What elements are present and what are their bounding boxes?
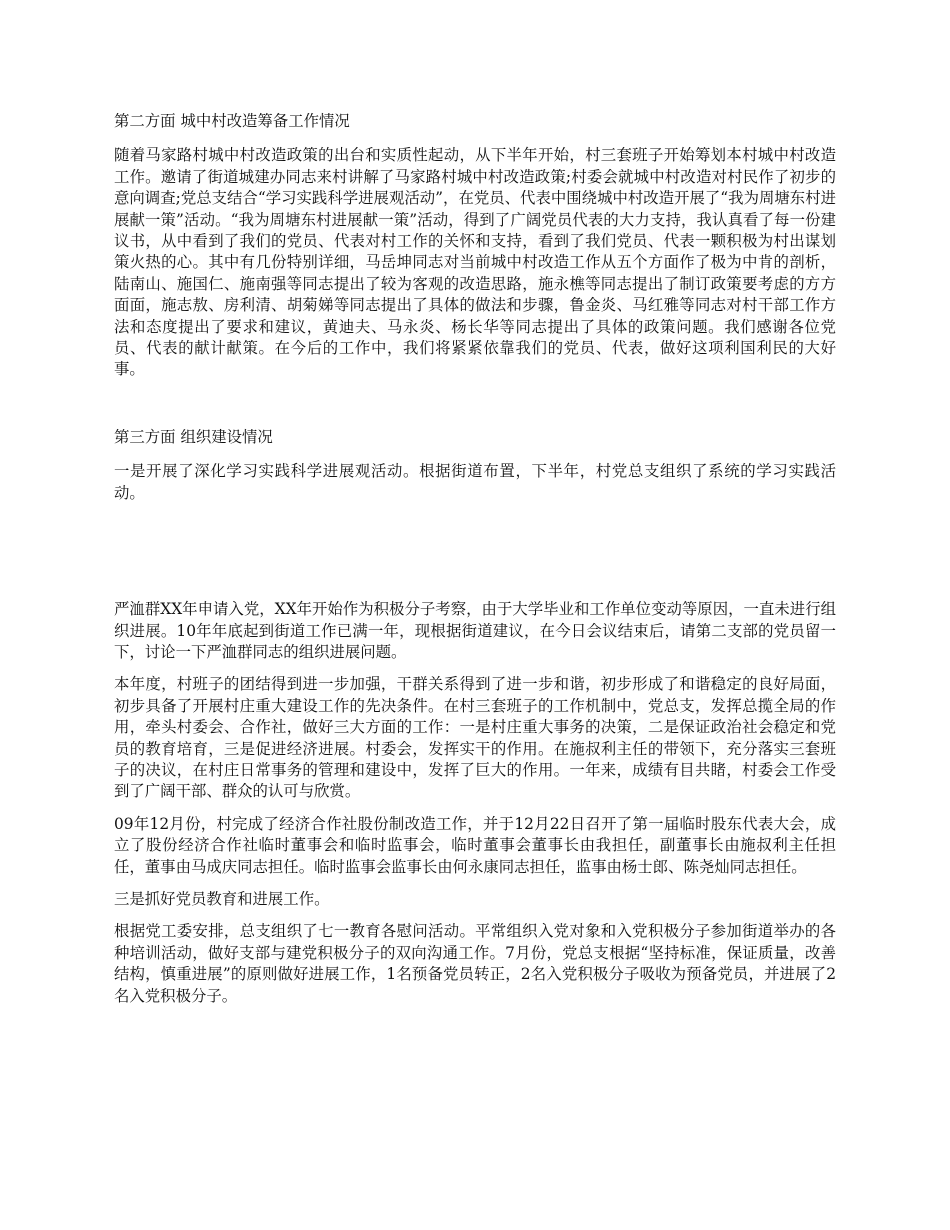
body-paragraph: 严洫群XX年申请入党，XX年开始作为积极分子考察，由于大学毕业和工作单位变动等原因，一直未进行组织进展。10年年底起到街道工作已满一年，现根据街道建议，在今日会议结束后，请第二支部的党员留一下，讨论一下严洫群同志的组织进展问题。	[114, 600, 836, 661]
section-3-heading: 第三方面 组织建设情况	[114, 427, 273, 446]
body-paragraph: 09年12月份，村完成了经济合作社股份制改造工作，并于12月22日召开了第一届临时股东代表大会，成立了股份经济合作社临时董事会和临时监事会，临时董事会董事长由我担任，副董事长由施叔利主任担任，董事由马成庆同志担任。临时监事会监事长由何永康同志担任，监事由杨士郎、陈尧灿同志担任。	[114, 814, 836, 876]
section-3-paragraph: 一是开展了深化学习实践科学进展观活动。根据街道布置，下半年，村党总支组织了系统的学习实践活动。	[114, 462, 836, 502]
document-page	[114, 111, 836, 1018]
blank-spacer	[114, 392, 836, 427]
body-paragraph: 三是抓好党员教育和进展工作。	[114, 889, 330, 908]
body-paragraph: 根据党工委安排，总支组织了七一教育各慰问活动。平常组织入党对象和入党积极分子参加街道举办的各种培训活动，做好支部与建党积极分子的双向沟通工作。7月份，党总支根据“坚持标准，保证质量，改善结构，慎重进展”的原则做好进展工作，1名预备党员转正，2名入党积极分子吸收为预备党员，并进展了2名入党积极分子。	[114, 922, 836, 1005]
section-2-heading: 第二方面 城中村改造筹备工作情况	[114, 112, 350, 130]
blank-spacer	[114, 515, 836, 599]
body-paragraph: 本年度，村班子的团结得到进一步加强，干群关系得到了进一步和谐，初步形成了和谐稳定的良好局面，初步具备了开展村庄重大建设工作的先决条件。在村三套班子的工作机制中，党总支，发挥总揽全局的作用，牵头村委会、合作社，做好三大方面的工作：一是村庄重大事务的决策，二是保证政治社会稳定和党员的教育培育，三是促进经济进展。村委会，发挥实干的作用。在施叔利主任的带领下，充分落实三套班子的决议，在村庄日常事务的管理和建设中，发挥了巨大的作用。一年来，成绩有目共睹，村委会工作受到了广阔干部、群众的认可与欣赏。	[114, 675, 836, 801]
section-2-paragraph: 随着马家路村城中村改造政策的出台和实质性起动，从下半年开始，村三套班子开始筹划本村城中村改造工作。邀请了街道城建办同志来村讲解了马家路村城中村改造政策;村委会就城中村改造对村民作了初步的意向调查;党总支结合“学习实践科学进展观活动”，在党员、代表中围绕城中村改造开展了“我为周塘东村进展献一策”活动。“我为周塘东村进展献一策”活动，得到了广阔党员代表的大力支持，我认真看了每一份建议书，从中看到了我们的党员、代表对村工作的关怀和支持，看到了我们党员、代表一颗积极为村出谋划策火热的心。其中有几份特别详细，马岳坤同志对当前城中村改造工作从五个方面作了极为中肯的剖析，陆南山、施国仁、施南强等同志提出了较为客观的改造思路，施永樵等同志提出了制订政策要考虑的方方面面，施志敖、房利清、胡菊娣等同志提出了具体的做法和步骤，鲁金炎、马红雅等同志对村干部工作方法和态度提出了要求和建议，黄迪夫、马永炎、杨长华等同志提出了具体的政策问题。我们感谢各位党员、代表的献计献策。在今后的工作中，我们将紧紧依靠我们的党员、代表，做好这项利国利民的大好事。	[114, 146, 836, 379]
